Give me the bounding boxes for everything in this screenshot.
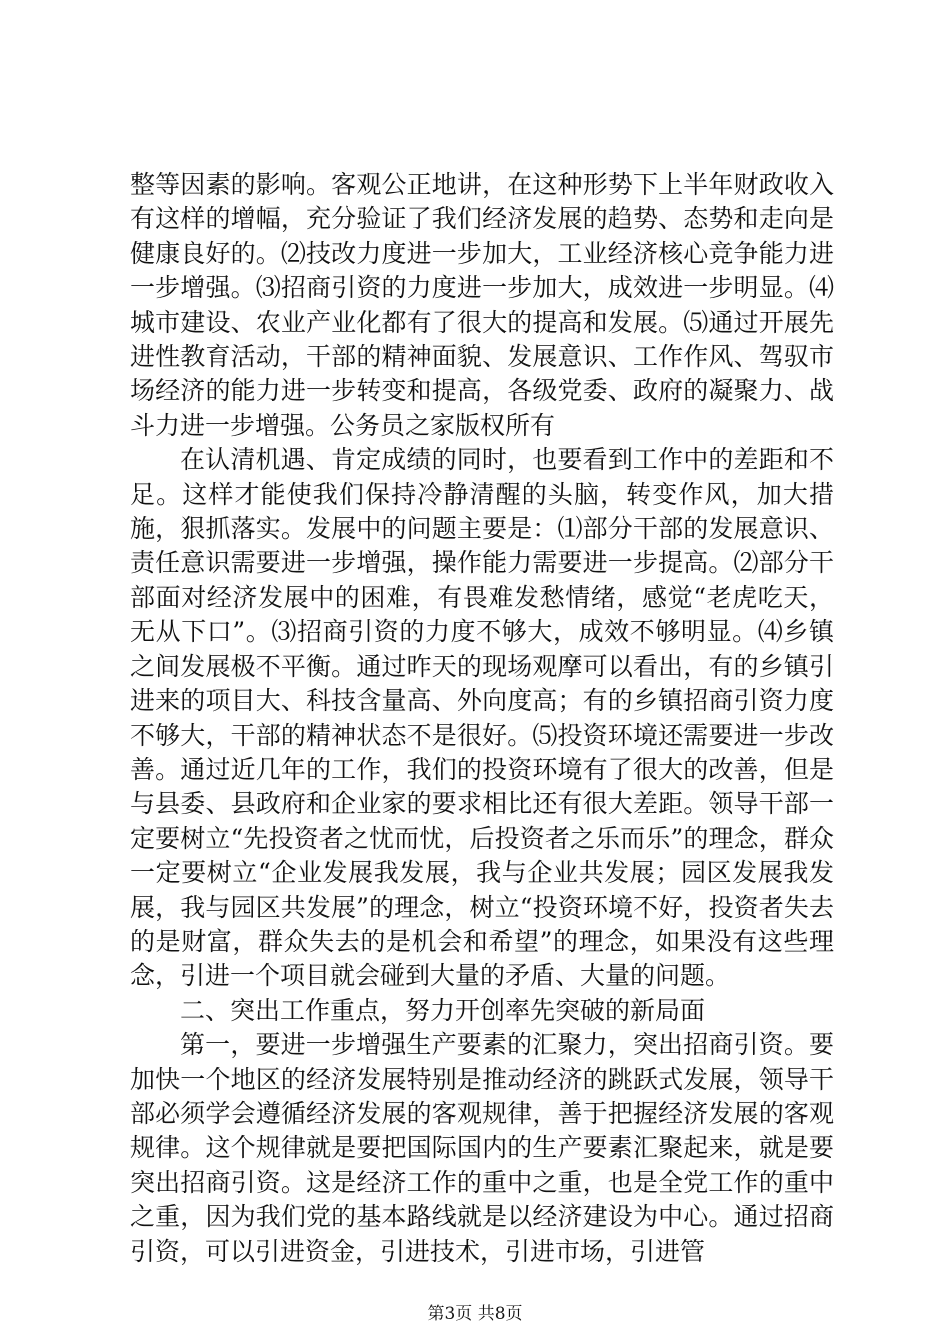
paragraph-first-point: 第一，要进一步增强生产要素的汇聚力，突出招商引资。要加快一个地区的经济发展特别是推动经济的跳跃式发展，领导干部必须学会遵循经济发展的客观规律，善于把握经济发展的客观规律。这个规律就是要把国际国内的生产要素汇聚起来，就是要突出招商引资。这是经济工作的重中之重，也是全党工作的重中之重，因为我们党的基本路线就是以经济建设为中心。通过招商引资，可以引进资金，引进技术，引进市场，引进管 — [130, 1030, 834, 1266]
document-body — [130, 168, 834, 1269]
paragraph-problems: 在认清机遇、肯定成绩的同时，也要看到工作中的差距和不足。这样才能使我们保持冷静清醒的头脑，转变作风，加大措施，狠抓落实。发展中的问题主要是：⑴部分干部的发展意识、责任意识需要进一步增强，操作能力需要进一步提高。⑵部分干部面对经济发展中的困难，有畏难发愁情绪，感觉“老虎吃天，无从下口”。⑶招商引资的力度不够大，成效不够明显。⑷乡镇之间发展极不平衡。通过昨天的现场观摩可以看出，有的乡镇引进来的项目大、科技含量高、外向度高；有的乡镇招商引资力度不够大，干部的精神状态不是很好。⑸投资环境还需要进一步改善。通过近几年的工作，我们的投资环境有了很大的改善，但是与县委、县政府和企业家的要求相比还有很大差距。领导干部一定要树立“先投资者之忧而忧，后投资者之乐而乐”的理念，群众一定要树立“企业发展我发展，我与企业共发展；园区发展我发展，我与园区共发展”的理念，树立“投资环境不好，投资者失去的是财富，群众失去的是机会和希望”的理念，如果没有这些理念，引进一个项目就会碰到大量的矛盾、大量的问题。 — [130, 445, 834, 991]
paragraph-continuation: 整等因素的影响。客观公正地讲，在这种形势下上半年财政收入有这样的增幅，充分验证了我们经济发展的趋势、态势和走向是健康良好的。⑵技改力度进一步加大，工业经济核心竞争能力进一步增强。⑶招商引资的力度进一步加大，成效进一步明显。⑷城市建设、农业产业化都有了很大的提高和发展。⑸通过开展先进性教育活动，干部的精神面貌、发展意识、工作作风、驾驭市场经济的能力进一步转变和提高，各级党委、政府的凝聚力、战斗力进一步增强。公务员之家版权所有 — [130, 170, 834, 440]
page-number-footer: 第3页 共8页 — [427, 1304, 523, 1324]
section-heading: 二、突出工作重点，努力开创率先突破的新局面 — [180, 995, 706, 1025]
